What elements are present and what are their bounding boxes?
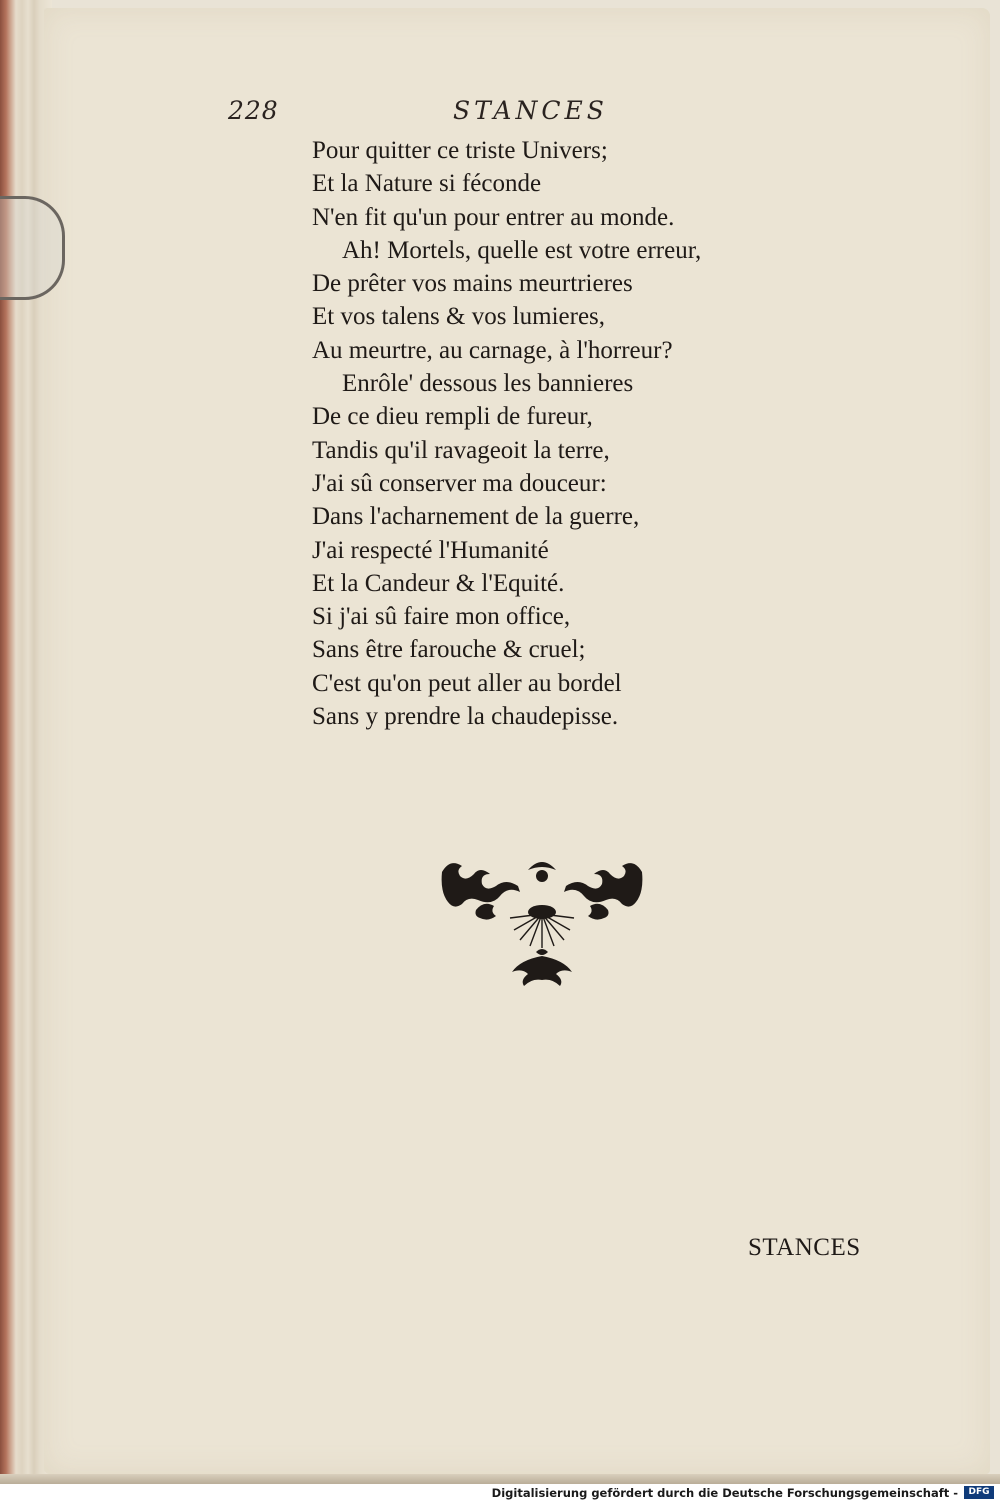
verse-line: Pour quitter ce triste Univers; bbox=[312, 137, 608, 164]
page-number: 228 bbox=[228, 96, 279, 125]
page-bottom-edge bbox=[0, 1474, 1000, 1484]
verse-line: Sans être farouche & cruel; bbox=[312, 636, 586, 664]
verse-line: J'ai respecté l'Humanité bbox=[312, 536, 549, 564]
verse-line: Ah! Mortels, quelle est votre erreur, bbox=[342, 236, 702, 264]
funding-credit: Digitalisierung gefördert durch die Deutsche Forschungsgemeinschaft - bbox=[491, 1486, 958, 1500]
verse-line: Dans l'acharnement de la guerre, bbox=[312, 503, 640, 531]
dfg-logo: DFG bbox=[964, 1486, 994, 1499]
verse-line: N'en fit qu'un pour entrer au monde. bbox=[312, 203, 675, 231]
verse-line: Et la Nature si féconde bbox=[312, 170, 542, 198]
verse-line: Au meurtre, au carnage, à l'horreur? bbox=[312, 336, 673, 364]
catchword: STANCES bbox=[748, 1234, 861, 1261]
verse-line: Sans y prendre la chaudepisse. bbox=[312, 703, 619, 731]
verse-line: Enrôle' dessous les bannieres bbox=[342, 370, 634, 398]
verse-line: Et la Candeur & l'Equité. bbox=[312, 569, 565, 597]
poem-text bbox=[312, 134, 872, 733]
verse-line: Si j'ai sû faire mon office, bbox=[312, 603, 571, 631]
running-head: STANCES bbox=[453, 96, 608, 125]
digitization-footer bbox=[0, 1484, 1000, 1502]
verse-line: De prêter vos mains meurtrieres bbox=[312, 270, 633, 298]
verse-line: J'ai sû conserver ma douceur: bbox=[312, 469, 607, 497]
fleuron-ornament-icon bbox=[432, 848, 652, 990]
verse-line: De ce dieu rempli de fureur, bbox=[312, 403, 593, 431]
verse-line: Tandis qu'il ravageoit la terre, bbox=[312, 436, 610, 464]
page-weight-clip-icon bbox=[0, 196, 65, 300]
verse-line: Et vos talens & vos lumieres, bbox=[312, 303, 606, 331]
verse-line: C'est qu'on peut aller au bordel bbox=[312, 669, 622, 697]
